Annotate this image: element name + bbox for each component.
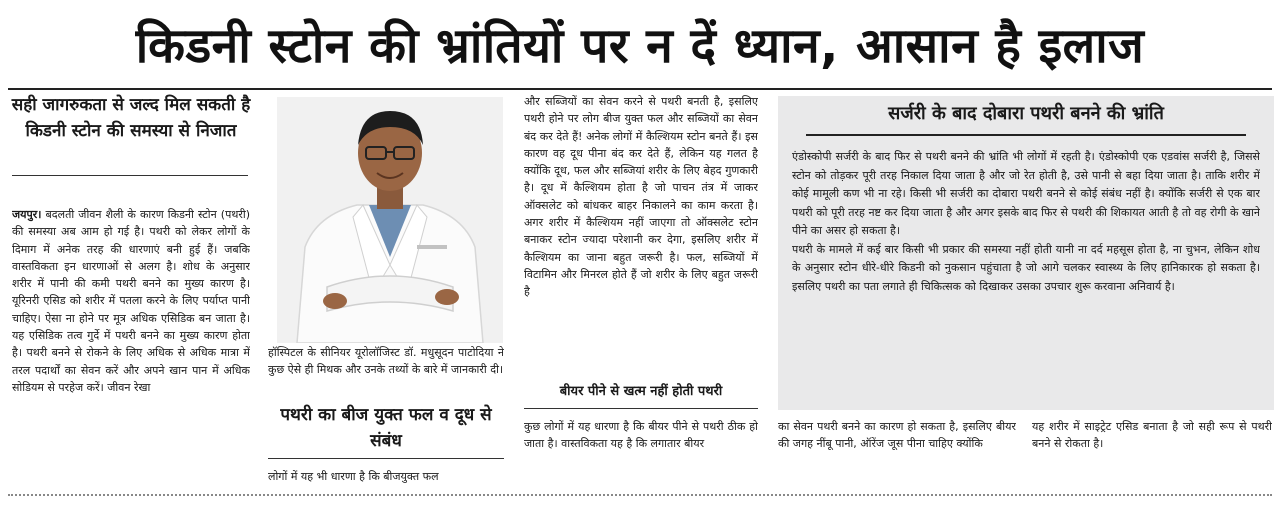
pullquote-heading: पथरी का बीज युक्त फल व दूध से संबंध [280,405,492,451]
column-5-text: का सेवन पथरी बनने का कारण हो सकता है, इसलिए बीयर की जगह नींबू पानी, ऑरेंज जूस पीना चाहिए क्योंकि [778,420,1016,451]
box-heading: सर्जरी के बाद दोबारा पथरी बनने की भ्रांति [888,103,1164,124]
box-paragraph-1: एंडोस्कोपी सर्जरी के बाद फिर से पथरी बनने की भ्रांति भी लोगों में रहती है। एंडोस्कोपी एक एडवांस सर्जरी है, जिससे स्टोन को तोड़कर पूरी तरह निकाल दिया जाता है और जो रेत होती है, उसे पानी से बहा दिया जाता है। ताकि शरीर में कोई मामूली कण भी ना रहे। किसी भी सर्जरी का दोबारा पथरी बनने से कोई संबंध नहीं है। क्योंकि सर्जरी से एक बार पथरी को पूरी तरह नष्ट कर दिया जाता है और अगर इसके बाद फिर से पथरी की शिकायत आती है तो वह रोगी के खाने पीने का असर हो सकता है। [792,150,1260,237]
subheading-rule [12,175,248,176]
subheading: सही जागरुकता से जल्द मिल सकती है किडनी स्टोन की समस्या से निजात [11,95,251,141]
box-paragraph-2: पथरी के मामले में कई बार किसी भी प्रकार की समस्या नहीं होती यानी ना दर्द महसूस होता है, ना चुभन, लेकिन शोध के अनुसार स्टोन धीरे-धीरे किडनी को नुकसान पहुंचाता है जो आगे चलकर स्वास्थ्य के लिए हानिकारक हो सकता है। इसलिए पथरी का पता लगाते ही चिकित्सक को दिखाकर उसका उपचार शुरू करवाना अनिवार्य है। [792,242,1260,293]
beer-subheading: बीयर पीने से खत्म नहीं होती पथरी [559,384,723,399]
box-text [792,148,1260,406]
box-heading-rule [806,134,1246,136]
column-1-text [12,206,250,488]
headline-rule [8,88,1272,90]
dateline: जयपुर। [12,208,42,221]
doctor-illustration [277,97,503,343]
photo-caption: हॉस्पिटल के सीनियर यूरोलॉजिस्ट डॉ. मधुसूदन पाटोदिया ने कुछ ऐसे ही मिथक और उनके तथ्यों के बारे में जानकारी दी। [268,346,504,377]
beer-subheading-rule [524,408,758,409]
column-6-text: यह शरीर में साइट्रेट एसिड बनाता है जो सही रूप से पथरी बनने से रोकता है। [1032,420,1272,451]
column-1-body: बदलती जीवन शैली के कारण किडनी स्टोन (पथरी) की समस्या अब आम हो गई है। पथरी को लेकर लोगों के दिमाग में अनेक तरह की धारणाएं बनी हुई हैं। जबकि वास्तविकता इन धारणाओं से अलग है। शोध के अनुसार शरीर में पानी की कमी पथरी बनने का मुख्य कारण है। यूरिनरी एसिड को शरीर में पतला करने के लिए पर्याप्त पानी चाहिए। ऐसा ना होने पर मूत्र अधिक एसिडिक बन जाता है। यह एसिडिक तत्व गुर्दे में पथरी बनने का मुख्य कारण होता है। पथरी बनने से रोकने के लिए अधिक से अधिक मात्रा में तरल पदार्थों का सेवन करें और अपने खान पान में अधिक सोडियम से परहेज करें। जीवन रेखा [12,208,250,394]
bottom-dotted-rule [8,494,1272,496]
headline: किडनी स्टोन की भ्रांतियों पर न दें ध्यान, आसान है इलाज [135,18,1145,74]
pullquote-rule [268,458,504,459]
doctor-photo [277,97,503,343]
column-2-bottom-text: लोगों में यह भी धारणा है कि बीजयुक्त फल [268,470,439,483]
column-3-bottom-text: कुछ लोगों में यह धारणा है कि बीयर पीने से पथरी ठीक हो जाता है। वास्तविकता यह है कि लगातार बीयर [524,420,758,451]
column-3-text: और सब्जियों का सेवन करने से पथरी बनती है, इसलिए पथरी होने पर लोग बीज युक्त फल और सब्जियों का सेवन बंद कर देते हैं! अनेक लोगों में कैल्शियम स्टोन बनते हैं। इस कारण वह दूध पीना बंद कर देते हैं, लेकिन यह गलत है क्योंकि दूध, फल और सब्जियां शरीर के लिए बेहद गुणकारी है। दूध में कैल्शियम होता है जो पाचन तंत्र में जाकर ऑक्सलेट को बांधकर बाहर निकालने का काम करता है। अगर शरीर में कैल्शियम नहीं जाएगा तो ऑक्सलेट स्टोन बनाकर स्टोन ज्यादा परेशानी कर देगा, इसलिए शरीर में कैल्शियम का जाना बहुत जरूरी है। फल, सब्जियों में विटामिन और मिनरल होते हैं जो शरीर के लिए बहुत जरूरी है [524,95,758,299]
